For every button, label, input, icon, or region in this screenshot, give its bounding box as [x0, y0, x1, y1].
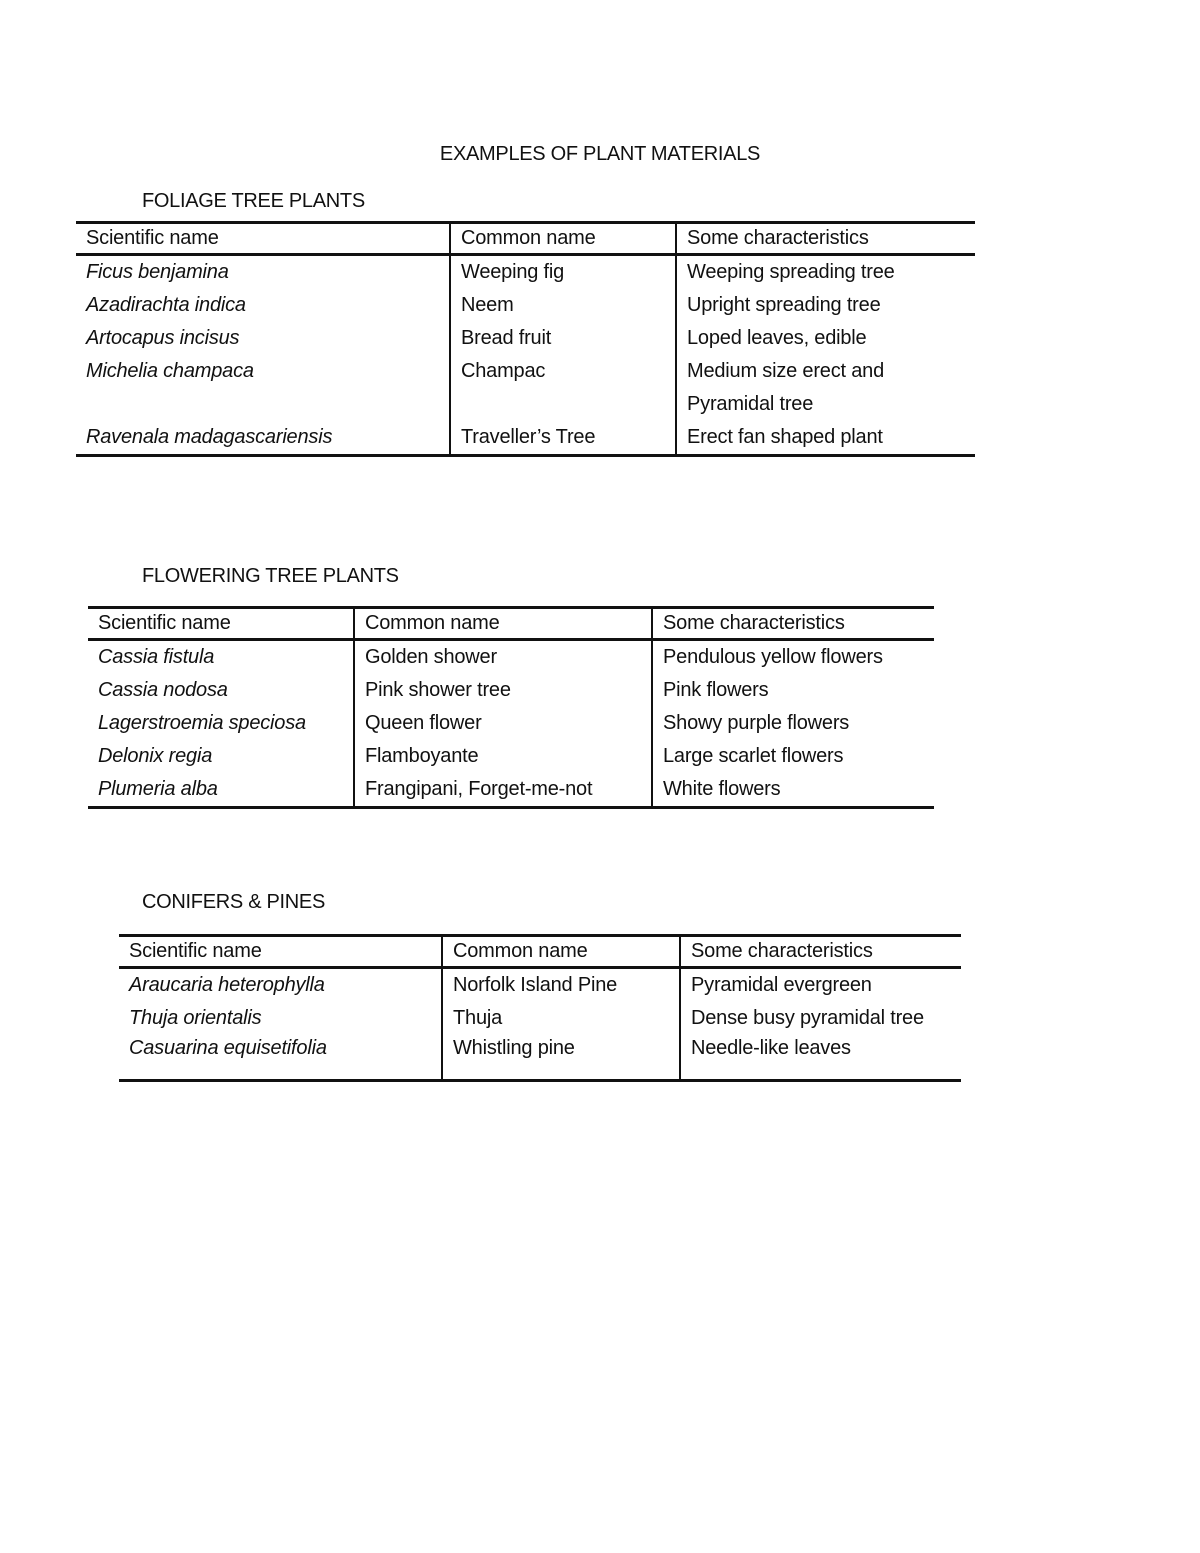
table-row	[76, 255, 975, 290]
table-row	[76, 355, 975, 421]
scientific-name-cell: Lagerstroemia speciosa	[98, 712, 306, 734]
header-scientific-name: Scientific name	[119, 936, 442, 968]
common-name-cell: Norfolk Island Pine	[442, 968, 680, 1003]
common-name-text: Champac	[461, 360, 546, 382]
table-row	[88, 740, 934, 773]
common-name-cell: Traveller’s Tree	[450, 421, 676, 456]
document-title: EXAMPLES OF PLANT MATERIALS	[439, 143, 761, 165]
common-name-cell: Flamboyante	[354, 740, 652, 773]
header-scientific-name: Scientific name	[88, 608, 354, 640]
table-row	[119, 1002, 961, 1035]
table-row	[88, 773, 934, 808]
section-heading-conifers: CONIFERS & PINES	[142, 891, 326, 913]
table-row	[119, 968, 961, 1003]
header-characteristics: Some characteristics	[680, 936, 961, 968]
characteristics-cell: Dense busy pyramidal tree	[680, 1002, 961, 1035]
scientific-name-text: Michelia champaca	[86, 360, 254, 382]
characteristics-cell: Pendulous yellow flowers	[652, 640, 934, 675]
common-name-cell: Pink shower tree	[354, 674, 652, 707]
common-name-cell: Thuja	[442, 1002, 680, 1035]
scientific-name-cell: Ravenala madagascariensis	[76, 421, 450, 456]
header-scientific-name: Scientific name	[76, 223, 450, 255]
table-row	[119, 1035, 961, 1081]
scientific-name-cell: Azadirachta indica	[86, 294, 246, 316]
common-name-cell: Neem	[450, 289, 676, 322]
common-name-cell	[450, 355, 676, 421]
common-name-cell: Golden shower	[354, 640, 652, 675]
characteristics-cell: Large scarlet flowers	[652, 740, 934, 773]
scientific-name-cell: Casuarina equisetifolia	[119, 1035, 442, 1081]
table-row	[76, 322, 975, 355]
common-name-cell: Queen flower	[354, 707, 652, 740]
header-common-name: Common name	[354, 608, 652, 640]
characteristics-cell: Pyramidal evergreen	[680, 968, 961, 1003]
scientific-name-cell	[76, 355, 450, 421]
characteristics-cell: Weeping spreading tree	[676, 255, 975, 290]
section-heading-foliage: FOLIAGE TREE PLANTS	[142, 190, 365, 212]
common-name-cell: Frangipani, Forget-me-not	[354, 773, 652, 808]
flowering-table	[88, 606, 934, 809]
common-name-cell: Weeping fig	[450, 255, 676, 290]
scientific-name-cell: Cassia nodosa	[98, 679, 228, 701]
scientific-name-cell: Araucaria heterophylla	[129, 974, 325, 996]
header-common-name: Common name	[442, 936, 680, 968]
table-row	[76, 421, 975, 456]
common-name-cell: Bread fruit	[450, 322, 676, 355]
conifers-table	[119, 934, 961, 1082]
table-header-row	[76, 223, 975, 255]
table-header-row	[88, 608, 934, 640]
table-row	[88, 707, 934, 740]
scientific-name-cell: Delonix regia	[98, 745, 213, 767]
table-row	[88, 674, 934, 707]
characteristics-cell: Pink flowers	[652, 674, 934, 707]
common-name-cell: Whistling pine	[442, 1035, 680, 1081]
scientific-name-cell: Artocapus incisus	[86, 327, 240, 349]
characteristics-cell: Needle-like leaves	[680, 1035, 961, 1081]
header-common-name: Common name	[450, 223, 676, 255]
header-characteristics: Some characteristics	[676, 223, 975, 255]
characteristics-cell: Erect fan shaped plant	[676, 421, 975, 456]
table-row	[76, 289, 975, 322]
characteristics-cell: Showy purple flowers	[652, 707, 934, 740]
characteristics-cell: Loped leaves, edible	[676, 322, 975, 355]
foliage-table	[76, 221, 975, 457]
table-row	[88, 640, 934, 675]
characteristics-line-1: Medium size erect and	[687, 360, 885, 382]
scientific-name-cell: Thuja orientalis	[129, 1007, 262, 1029]
table-header-row	[119, 936, 961, 968]
section-heading-flowering: FLOWERING TREE PLANTS	[142, 565, 399, 587]
header-characteristics: Some characteristics	[652, 608, 934, 640]
characteristics-line-2: Pyramidal tree	[687, 393, 814, 415]
scientific-name-cell: Plumeria alba	[88, 773, 354, 808]
characteristics-cell: Upright spreading tree	[676, 289, 975, 322]
scientific-name-cell: Ficus benjamina	[86, 261, 229, 283]
characteristics-cell: White flowers	[652, 773, 934, 808]
scientific-name-cell: Cassia fistula	[98, 646, 215, 668]
characteristics-cell	[676, 355, 975, 421]
